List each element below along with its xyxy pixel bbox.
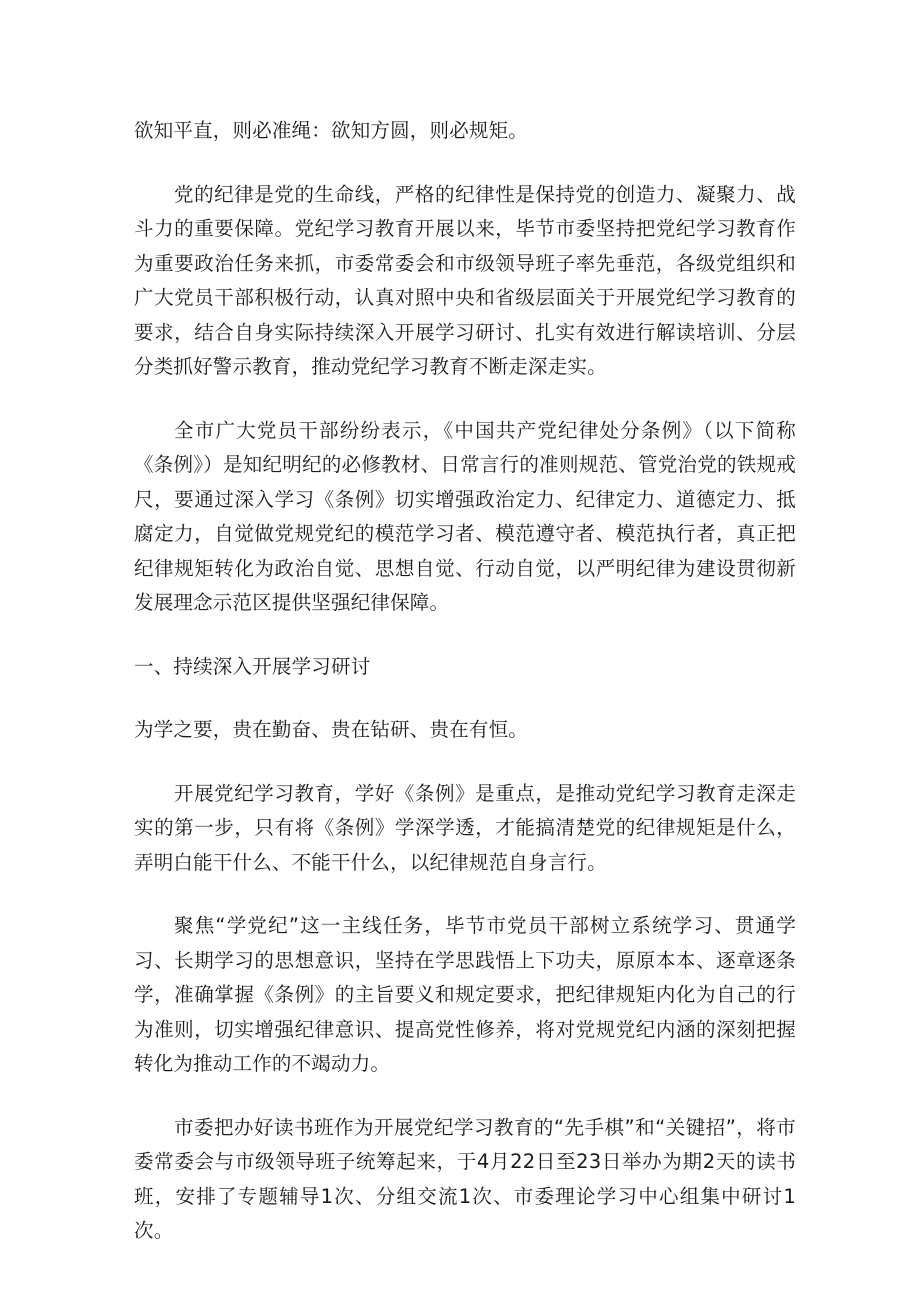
paragraph-reading-class: 市委把办好读书班作为开展党纪学习教育的“先手棋”和“关键招”，将市委常委会与市级领导班子统筹起来，于4月22日至23日举办为期2天的读书班，安排了专题辅导1次、分组交流1次、市委理论学习中心组集中研讨1次。: [134, 1115, 796, 1242]
paragraph-opening-quote: 欲知平直，则必准绳：欲知方圆，则必规矩。: [134, 119, 529, 142]
paragraph-learning-regulations: 开展党纪学习教育，学好《条例》是重点，是推动党纪学习教育走深走实的第一步，只有将《条例》学深学透，才能搞清楚党的纪律规矩是什么，弄明白能干什么、不能干什么，以纪律规范自身言行。: [134, 781, 796, 874]
paragraph-main-task-focus: 聚焦“学党纪”这一主线任务，毕节市党员干部树立系统学习、贯通学习、长期学习的思想意识，坚持在学思践悟上下功夫，原原本本、逐章逐条学，准确掌握《条例》的主旨要义和规定要求，把纪律规矩内化为自己的行为准则，切实增强纪律意识、提高党性修养，将对党规党纪内涵的深刻把握转化为推动工作的不竭动力。: [134, 914, 796, 1075]
paragraph-study-essentials: 为学之要，贵在勤奋、贵在钻研、贵在有恒。: [134, 718, 529, 741]
paragraph-regulations-statement: 全市广大党员干部纷纷表示，《中国共产党纪律处分条例》（以下简称《条例》）是知纪明纪的必修教材、日常言行的准则规范、管党治党的铁规戒尺，要通过深入学习《条例》切实增强政治定力、纪律定力、道德定力、抵腐定力，自觉做党规党纪的模范学习者、模范遵守者、模范执行者，真正把纪律规矩转化为政治自觉、思想自觉、行动自觉，以严明纪律为建设贯彻新发展理念示范区提供坚强纪律保障。: [134, 418, 796, 614]
section-heading-study-discussion: 一、持续深入开展学习研讨: [134, 654, 371, 678]
paragraph-discipline-lifeline: 党的纪律是党的生命线，严格的纪律性是保持党的创造力、凝聚力、战斗力的重要保障。党纪学习教育开展以来，毕节市委坚持把党纪学习教育作为重要政治任务来抓，市委常委会和市级领导班子率先垂范，各级党组织和广大党员干部积极行动，认真对照中央和省级层面关于开展党纪学习教育的要求，结合自身实际持续深入开展学习研讨、扎实有效进行解读培训、分层分类抓好警示教育，推动党纪学习教育不断走深走实。: [134, 182, 796, 378]
